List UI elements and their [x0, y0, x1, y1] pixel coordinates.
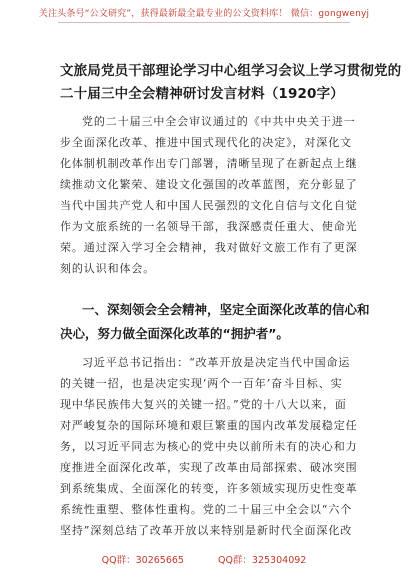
heading-line: 一、深刻领会全会精神，坚定全面深化改革的信心和 [82, 302, 370, 317]
text-line: 系统性重塑、整体性重构。党的二十届三中全会以“六个 [60, 503, 353, 516]
text-line: 当代中国共产党人和中国人民强烈的文化自信与文化自觉 [60, 199, 358, 212]
text-line: 步全面深化改革、推进中国式现代化的决定》，对深化文 [60, 136, 352, 149]
section-heading [60, 298, 370, 346]
qq-group-right: QQ群：325304092 [217, 555, 307, 566]
text-line: 化体制机制改革作出专门部署，清晰呈现了在新起点上继 [60, 157, 358, 170]
text-line: 荣。通过深入学习全会精神，我对做好文旅工作有了更深 [60, 241, 358, 254]
text-line: 刻的认识和体会。 [60, 262, 156, 275]
text-line: 党的二十届三中全会审议通过的《中共中央关于进一 [82, 115, 356, 128]
text-line: 现中华民族伟大复兴的关键一招。”党的十八大以来，面 [60, 398, 347, 411]
section-paragraph [60, 352, 360, 541]
text-line: 续推动文化繁荣、建设文化强国的改革蓝图，充分彰显了 [60, 178, 358, 191]
header-banner: 关注头条号“公文研究”，获得最新最全最专业的公文资料库！ 微信：gongwenyj [38, 9, 370, 19]
header-divider [58, 22, 350, 23]
text-line: 到系统集成、全面深化的转变，许多领域实现历史性变革 [60, 482, 358, 495]
footer-qq-groups [0, 552, 408, 566]
text-line: 的关键一招，也是决定实现‘两个一百年’奋斗目标、实 [60, 377, 343, 390]
text-line: 作为文旅系统的一名领导干部，我深感责任重大、使命光 [60, 220, 358, 233]
qq-group-left: QQ群：30265665 [101, 555, 184, 566]
text-line: 对严峻复杂的国际环境和艰巨繁重的国内改革发展稳定任 [60, 419, 358, 432]
title-line: 文旅局党员干部理论学习中心组学习会议上学习贯彻党的 [60, 63, 402, 79]
intro-paragraph [60, 111, 360, 279]
text-line: 坚持”深刻总结了改革开放以来特别是新时代全面深化改 [60, 524, 353, 537]
heading-line: 决心，努力做全面深化改革的“拥护者”。 [60, 326, 289, 341]
title-line: 二十届三中全会精神研讨发言材料（1920字） [60, 86, 344, 102]
text-line: 习近平总书记指出：“改革开放是决定当代中国命运 [82, 356, 351, 369]
document-title [60, 60, 402, 106]
text-line: 度推进全面深化改革，实现了改革由局部探索、破冰突围 [60, 461, 358, 474]
text-line: 务，以习近平同志为核心的党中央以前所未有的决心和力 [60, 440, 358, 453]
